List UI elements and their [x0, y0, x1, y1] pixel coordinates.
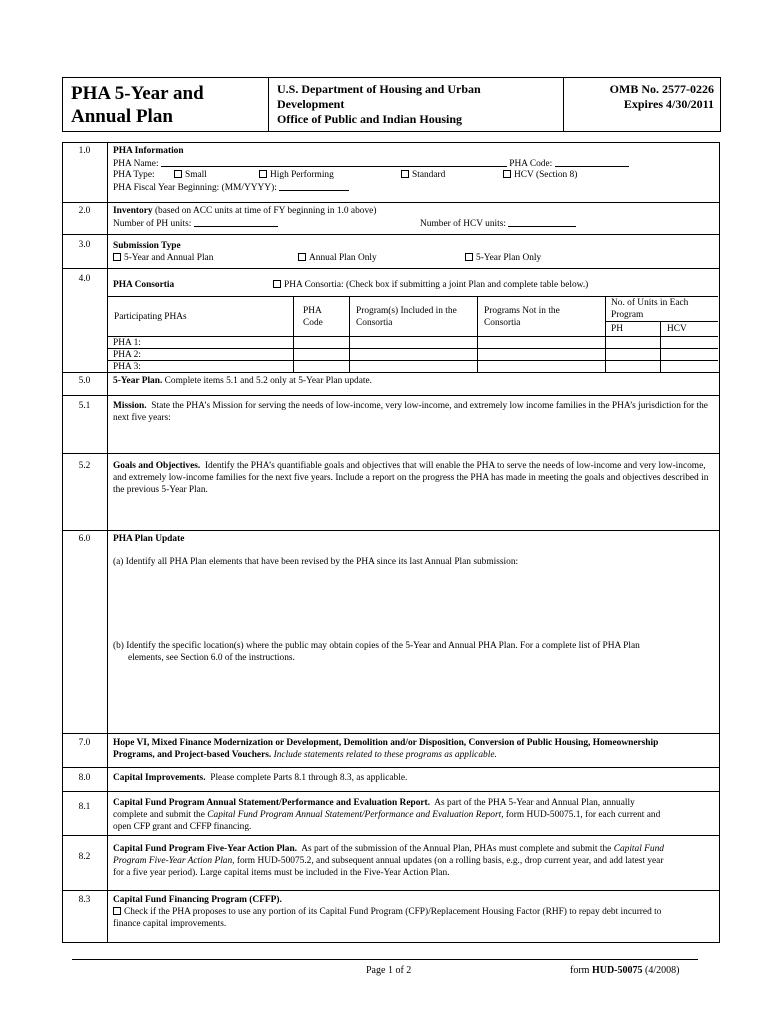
row-divider — [62, 234, 719, 235]
section-81-line2: complete and submit the Capital Fund Program Annual Statement/Performance and Evaluation Report, form HUD-50075.1, for each current and — [113, 810, 661, 820]
section-number: 1.0 — [78, 146, 91, 156]
checkbox-icon[interactable] — [298, 253, 306, 261]
section-number: 6.0 — [78, 534, 91, 544]
ph-units-line[interactable] — [194, 217, 278, 227]
plan-update-item-a[interactable]: (a) Identify all PHA Plan elements that have been revised by the PHA since its last Annual Plan submission: — [113, 557, 519, 567]
consortia-checkbox[interactable]: PHA Consortia: (Check box if submitting a joint Plan and complete table below.) — [273, 279, 588, 291]
section-number: 8.1 — [78, 802, 91, 812]
pha-name-line[interactable] — [161, 157, 507, 167]
consortia-row-line — [107, 360, 718, 361]
form-title: PHA 5-Year and Annual Plan — [71, 83, 204, 127]
section-number: 5.2 — [78, 461, 91, 471]
submission-5year-only[interactable]: 5-Year Plan Only — [465, 252, 541, 264]
row-divider — [62, 268, 719, 269]
pha-type-small[interactable]: Small — [174, 169, 207, 181]
section-number: 7.0 — [78, 738, 91, 748]
submission-5year-annual[interactable]: 5-Year and Annual Plan — [113, 252, 213, 264]
checkbox-icon[interactable] — [273, 280, 281, 288]
fiscal-year-line[interactable] — [279, 181, 349, 191]
section-81-line1: Capital Fund Program Annual Statement/Performance and Evaluation Report. As part of the PHA 5-Year and Annual Plan, annually — [113, 798, 635, 808]
section-heading: Capital Fund Financing Program (CFFP). — [113, 895, 282, 905]
col-units-per-program: No. of Units in Each Program — [611, 298, 689, 320]
section-heading: PHA Consortia — [113, 280, 175, 290]
checkbox-icon[interactable] — [465, 253, 473, 261]
row-divider — [62, 453, 719, 454]
fiscal-year-field[interactable]: PHA Fiscal Year Beginning: (MM/YYYY): — [113, 181, 349, 194]
consortia-col-line — [349, 296, 350, 372]
consortia-col-line — [293, 296, 294, 372]
section-82-line3: for a five year period). Large capital items must be included in the Five-Year Action Plan. — [113, 868, 450, 878]
units-subheader-line — [605, 321, 718, 322]
consortia-row-pha3: PHA 3: — [113, 362, 141, 372]
pha-type-hcv[interactable]: HCV (Section 8) — [503, 169, 577, 181]
section-number: 5.0 — [78, 376, 91, 386]
checkbox-icon[interactable] — [113, 907, 121, 915]
plan-update-item-b-cont: elements, see Section 6.0 of the instructions. — [128, 653, 295, 663]
consortia-header-bottom — [107, 336, 718, 337]
submission-annual-only[interactable]: Annual Plan Only — [298, 252, 377, 264]
cffp-checkbox[interactable]: Check if the PHA proposes to use any portion of its Capital Fund Program (CFP)/Replacement Housing Factor (RHF) to repay debt incurred to — [113, 906, 661, 918]
omb-info: OMB No. 2577-0226 Expires 4/30/2011 — [609, 82, 714, 111]
col-ph: PH — [611, 324, 623, 334]
consortia-row-pha1: PHA 1: — [113, 338, 141, 348]
row-divider — [62, 395, 719, 396]
col-hcv: HCV — [667, 324, 687, 334]
omb-cell — [564, 78, 720, 131]
col-programs-included: Program(s) Included in the Consortia — [356, 306, 457, 328]
number-column-divider — [107, 142, 108, 942]
inventory-heading: Inventory (based on ACC units at time of FY beginning in 1.0 above) — [113, 206, 377, 216]
department-cell — [269, 78, 564, 131]
pha-type-label: PHA Type: — [113, 170, 155, 180]
row-divider — [62, 733, 719, 734]
plan-update-item-b[interactable]: (b) Identify the specific location(s) where the public may obtain copies of the 5-Year and Annual PHA Plan. For a complete list of PHA Plan — [113, 641, 640, 651]
pha-name-field[interactable]: PHA Name: PHA Code: — [113, 157, 629, 170]
hcv-units-field[interactable]: Number of HCV units: — [420, 217, 576, 230]
col-programs-not-in: Programs Not in the Consortia — [484, 306, 560, 328]
col-pha-code: PHA Code — [303, 306, 323, 328]
consortia-col-line — [477, 296, 478, 372]
section-heading: Submission Type — [113, 241, 181, 251]
consortia-col-line — [605, 296, 606, 372]
row-divider — [62, 372, 719, 373]
checkbox-icon[interactable] — [503, 170, 511, 178]
consortia-col-line — [660, 321, 661, 372]
page-number: Page 1 of 2 — [366, 965, 412, 976]
form-number: form HUD-50075 (4/2008) — [570, 965, 680, 976]
five-year-plan-row: 5-Year Plan. Complete items 5.1 and 5.2 only at 5-Year Plan update. — [113, 376, 373, 386]
row-divider — [62, 530, 719, 531]
goals-objectives-text[interactable]: Goals and Objectives. Identify the PHA’s quantifiable goals and objectives that will enable the PHA to serve the needs of low-income and very low-income, and extremely low-income families for the next five years. Include a report on the progress the PHA has made in meeting the goals and objectives described in the previous 5-Year Plan. — [113, 461, 709, 495]
checkbox-icon[interactable] — [401, 170, 409, 178]
checkbox-icon[interactable] — [113, 253, 121, 261]
section-number: 3.0 — [78, 240, 91, 250]
col-participating-phas: Participating PHAs — [114, 312, 187, 322]
cffp-text-cont: finance capital improvements. — [113, 919, 227, 929]
pha-type-high-performing[interactable]: High Performing — [259, 169, 334, 181]
ph-units-field[interactable]: Number of PH units: — [113, 217, 278, 230]
checkbox-icon[interactable] — [259, 170, 267, 178]
section-heading: PHA Plan Update — [113, 534, 185, 544]
consortia-row-line — [107, 348, 718, 349]
consortia-row-pha2: PHA 2: — [113, 350, 141, 360]
pha-code-line[interactable] — [555, 157, 629, 167]
section-82-line2: Program Five-Year Action Plan, form HUD-50075.2, and subsequent annual updates (on a rolling basis, e.g., drop current year, and add latest year — [113, 856, 664, 866]
section-heading: Hope VI, Mixed Finance Modernization or Development, Demolition and/or Disposition, Conversion of Public Housing, Homeownership — [113, 738, 659, 748]
section-81-line3: open CFP grant and CFFP financing. — [113, 822, 252, 832]
section-82-line1: Capital Fund Program Five-Year Action Plan. As part of the submission of the Annual Plan, PHAs must complete and submit the Capital Fund — [113, 844, 664, 854]
department-name: U.S. Department of Housing and Urban Development Office of Public and Indian Housing — [277, 82, 481, 126]
form-header — [62, 77, 721, 132]
section-number: 8.0 — [78, 773, 91, 783]
section-number: 5.1 — [78, 401, 91, 411]
row-divider — [62, 835, 719, 836]
row-divider — [62, 791, 719, 792]
row-divider — [62, 202, 719, 203]
section-heading: PHA Information — [113, 146, 184, 156]
checkbox-icon[interactable] — [174, 170, 182, 178]
section-number: 8.2 — [78, 852, 91, 862]
section-number: 4.0 — [78, 274, 91, 284]
mission-text[interactable]: Mission. State the PHA’s Mission for serving the needs of low-income, very low-income, and extremely low income families in the PHA’s jurisdiction for the next five years: — [113, 401, 708, 423]
row-divider — [62, 767, 719, 768]
hcv-units-line[interactable] — [508, 217, 576, 227]
section-number: 8.3 — [78, 895, 91, 905]
section-heading-cont: Programs, and Project-based Vouchers. Include statements related to these programs as applicable. — [113, 750, 497, 760]
pha-type-standard[interactable]: Standard — [401, 169, 445, 181]
row-divider — [62, 890, 719, 891]
form-title-cell — [63, 78, 269, 131]
section-number: 2.0 — [78, 206, 91, 216]
capital-improvements-row: Capital Improvements. Please complete Parts 8.1 through 8.3, as applicable. — [113, 773, 408, 783]
footer-rule — [72, 959, 698, 960]
